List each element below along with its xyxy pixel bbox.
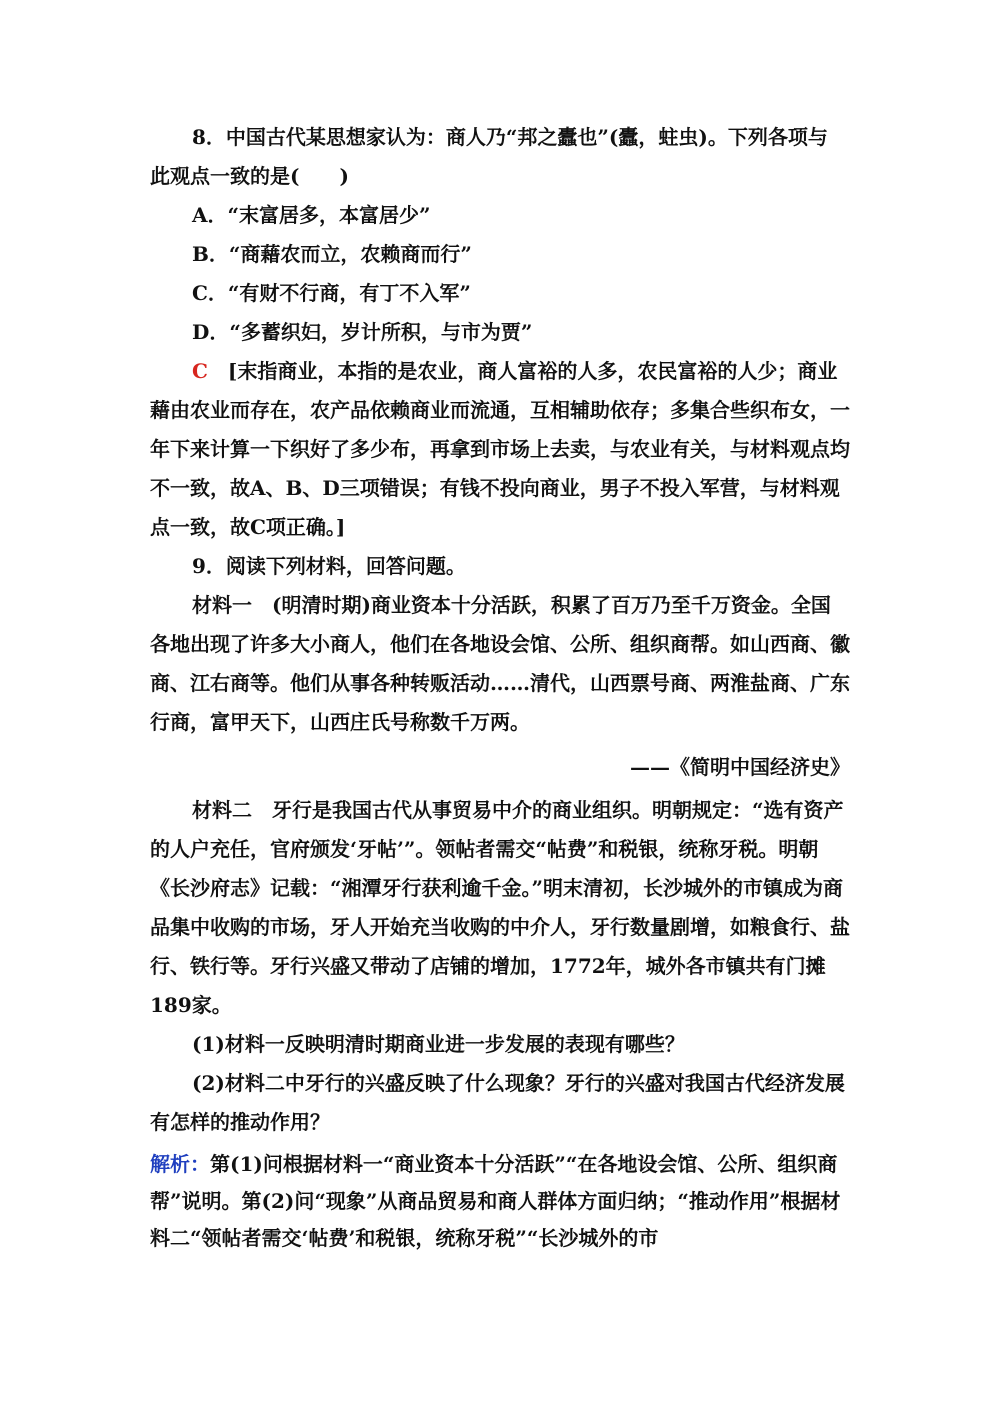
q9-material1-label: 材料一 [192, 593, 252, 617]
q9-stem: 9．阅读下列材料，回答问题。 [192, 554, 466, 578]
q9-analysis-text: 第(1)问根据材料一“商业资本十分活跃”“在各地设会馆、公所、组织商帮”说明。第(2)问“现象”从商品贸易和商人群体方面归纳；“推动作用”根据材料二“领帖者需交‘帖费’和税银，统称牙税”“长沙城外的市 [150, 1152, 841, 1250]
q8-stem-line1: 8．中国古代某思想家认为：商人乃“邦之蠹也”(蠹，蛀虫)。下列各项与 [192, 125, 828, 149]
q9-analysis [150, 1146, 850, 1257]
q9-material2 [150, 791, 850, 1025]
q9-material2-text: 牙行是我国古代从事贸易中介的商业组织。明朝规定：“选有资产的人户充任，官府颁发‘牙帖’”。领帖者需交“帖费”和税银，统称牙税。明朝《长沙府志》记载：“湘潭牙行获利逾千金。”明末清初，长沙城外的市镇成为商品集中收购的市场，牙人开始充当收购的中介人，牙行数量剧增，如粮食行、盐行、铁行等。牙行兴盛又带动了店铺的增加，1772年，城外各市镇共有门摊189家。 [150, 798, 850, 1017]
q8-answer-block [150, 352, 850, 547]
q8-stem-line2: 此观点一致的是( ) [150, 164, 349, 188]
q8-option-b: B．“商藉农而立，农赖商而行” [192, 242, 472, 266]
q9-material1-source: ——《简明中国经济史》 [630, 755, 850, 779]
q9-question1: (1)材料一反映明清时期商业进一步发展的表现有哪些？ [192, 1032, 685, 1056]
q9-material1 [150, 586, 850, 742]
q8-option-d: D．“多蓄织妇，岁计所积，与市为贾” [192, 320, 533, 344]
q8-option-a: A．“末富居多，本富居少” [192, 203, 431, 227]
q8-option-c: C．“有财不行商，有丁不入军” [192, 281, 471, 305]
q9-analysis-label: 解析： [150, 1152, 210, 1176]
q9-material2-label: 材料二 [192, 798, 252, 822]
q9-material1-text: (明清时期)商业资本十分活跃，积累了百万乃至千万资金。全国各地出现了许多大小商人，他们在各地设会馆、公所、组织商帮。如山西商、徽商、江右商等。他们从事各种转贩活动……清代，山西票号商、两淮盐商、广东行商，富甲天下，山西庄氏号称数千万两。 [150, 593, 850, 734]
document-page [150, 118, 850, 1257]
q8-explanation: [末指商业，本指的是农业，商人富裕的人多，农民富裕的人少；商业藉由农业而存在，农产品依赖商业而流通，互相辅助依存；多集合些织布女，一年下来计算一下织好了多少布，再拿到市场上去卖，与农业有关，与材料观点均不一致，故A、B、D三项错误；有钱不投向商业，男子不投入军营，与材料观点一致，故C项正确。] [150, 359, 850, 539]
q9-question2: (2)材料二中牙行的兴盛反映了什么现象？牙行的兴盛对我国古代经济发展有怎样的推动作用？ [150, 1071, 845, 1134]
q8-answer-letter: C [192, 359, 208, 383]
